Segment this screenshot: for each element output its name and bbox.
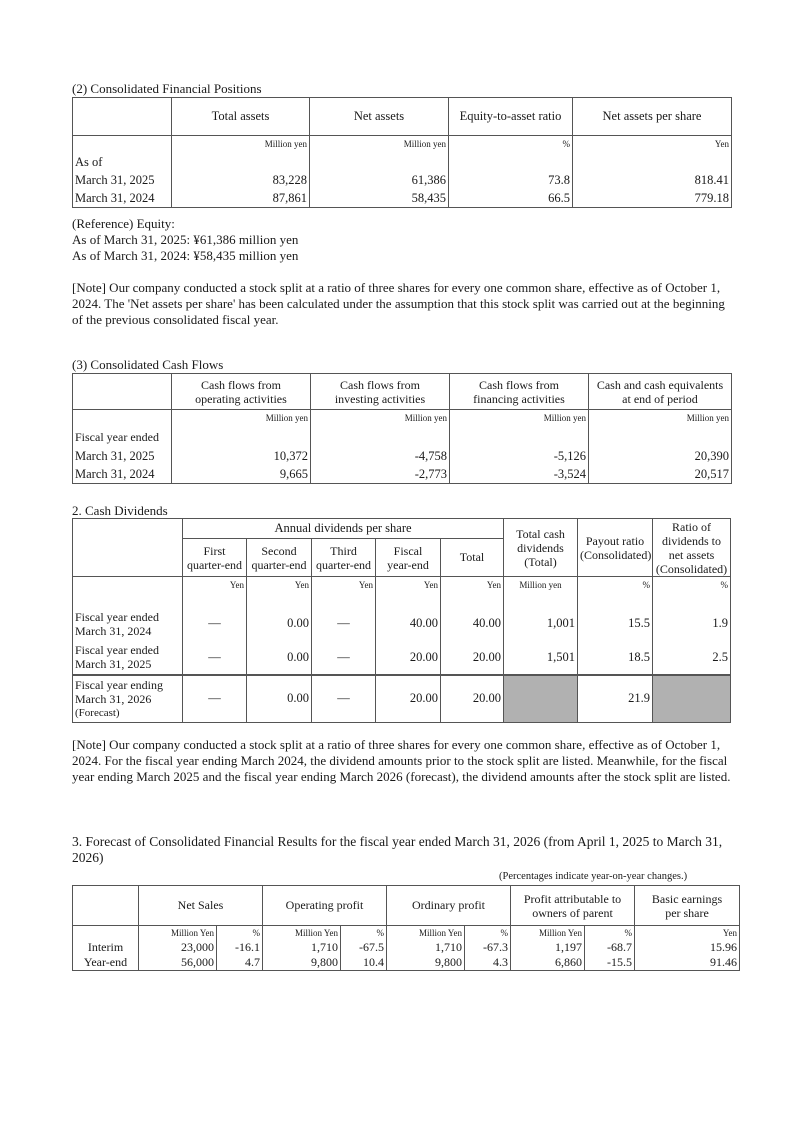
header-cash-equivalents: Cash and cash equivalents at end of period <box>589 374 732 410</box>
table-row <box>73 675 731 723</box>
value-cell: 0.00 <box>247 641 312 675</box>
value-cell: 2.5 <box>653 641 731 675</box>
row-label: March 31, 2025 <box>73 448 172 466</box>
header-second-quarter: Second quarter-end <box>247 539 312 577</box>
value-cell: 1,710 <box>387 940 465 955</box>
value-cell: -2,773 <box>311 466 450 484</box>
unit-label: Million Yen <box>387 926 465 940</box>
value-cell: 20.00 <box>441 675 504 723</box>
value-cell: 9,800 <box>387 955 465 971</box>
unit-label: Yen <box>247 577 312 607</box>
unit-label: % <box>653 577 731 607</box>
unit-label: Million Yen <box>511 926 585 940</box>
value-cell: 20.00 <box>376 641 441 675</box>
header-total-assets: Total assets <box>172 98 310 136</box>
unit-label: Million yen <box>504 577 578 607</box>
unit-label: % <box>585 926 635 940</box>
header-net-assets: Net assets <box>310 98 449 136</box>
unit-label: Yen <box>376 577 441 607</box>
value-cell: 20.00 <box>441 641 504 675</box>
table-row <box>73 448 732 466</box>
header-total-cash-dividends: Total cash dividends (Total) <box>504 519 578 577</box>
cash-flows-table <box>72 373 732 484</box>
value-cell: 40.00 <box>441 607 504 641</box>
corner-cell <box>73 886 139 926</box>
unit-label: Yen <box>573 136 732 154</box>
value-cell: -15.5 <box>585 955 635 971</box>
header-basic-eps: Basic earnings per share <box>635 886 740 926</box>
value-cell: 23,000 <box>139 940 217 955</box>
header-dividends-to-net-assets: Ratio of dividends to net assets (Consolidated) <box>653 519 731 577</box>
value-cell: 818.41 <box>573 172 732 190</box>
header-operating-profit: Operating profit <box>263 886 387 926</box>
value-cell: 779.18 <box>573 190 732 208</box>
unit-label: Yen <box>441 577 504 607</box>
grayed-cell <box>504 675 578 723</box>
forecast-title: 3. Forecast of Consolidated Financial Results for the fiscal year ended March 31, 2026 (from April 1, 2025 to March 31, 2026) <box>72 834 723 865</box>
value-cell: — <box>183 675 247 723</box>
header-third-quarter: Third quarter-end <box>312 539 376 577</box>
value-cell: 9,800 <box>263 955 341 971</box>
unit-label: Million yen <box>310 136 449 154</box>
corner-cell <box>73 374 172 410</box>
value-cell: 73.8 <box>449 172 573 190</box>
cash-flows-title: (3) Consolidated Cash Flows <box>72 357 224 372</box>
value-cell: 1,001 <box>504 607 578 641</box>
value-cell: 66.5 <box>449 190 573 208</box>
header-payout-ratio: Payout ratio (Consolidated) <box>578 519 653 577</box>
cash-dividends-title: 2. Cash Dividends <box>72 503 168 518</box>
header-ordinary-profit: Ordinary profit <box>387 886 511 926</box>
header-first-quarter: First quarter-end <box>183 539 247 577</box>
header-fiscal-year-end: Fiscal year-end <box>376 539 441 577</box>
value-cell: 4.7 <box>217 955 263 971</box>
value-cell: -3,524 <box>450 466 589 484</box>
row-label: March 31, 2025 <box>73 172 172 190</box>
value-cell: 15.5 <box>578 607 653 641</box>
header-profit-attributable: Profit attributable to owners of parent <box>511 886 635 926</box>
unit-label: % <box>217 926 263 940</box>
value-cell: -16.1 <box>217 940 263 955</box>
value-cell: 0.00 <box>247 675 312 723</box>
value-cell: 87,861 <box>172 190 310 208</box>
unit-label: % <box>578 577 653 607</box>
unit-label: % <box>465 926 511 940</box>
value-cell: 56,000 <box>139 955 217 971</box>
header-annual-dividends: Annual dividends per share <box>183 519 504 539</box>
unit-label: Million yen <box>450 410 589 428</box>
value-cell: 15.96 <box>635 940 740 955</box>
header-financing-cf: Cash flows from financing activities <box>450 374 589 410</box>
unit-label: Million yen <box>311 410 450 428</box>
row-group-label: As of <box>73 154 172 172</box>
reference-line: (Reference) Equity: <box>72 216 175 231</box>
corner-cell <box>73 98 172 136</box>
header-total: Total <box>441 539 504 577</box>
corner-cell <box>73 519 183 577</box>
value-cell: 1,710 <box>263 940 341 955</box>
unit-label: Million yen <box>589 410 732 428</box>
cash-dividends-note: [Note] Our company conducted a stock split at a ratio of three shares for every one common share, effective as of October 1, 2024. For the fiscal year ending March 2024, the dividend amounts prior to the stock split are listed. Meanwhile, for the fiscal year ending March 2025 and the fiscal year ending March 2026 (forecast), the dividend amounts after the stock split are listed. <box>72 737 731 784</box>
header-operating-cf: Cash flows from operating activities <box>172 374 311 410</box>
row-label: Fiscal year ending March 31, 2026 (Forecast) <box>73 675 183 723</box>
header-equity-ratio: Equity-to-asset ratio <box>449 98 573 136</box>
value-cell: 6,860 <box>511 955 585 971</box>
row-label: Fiscal year ended March 31, 2025 <box>73 641 183 675</box>
grayed-cell <box>653 675 731 723</box>
value-cell: -4,758 <box>311 448 450 466</box>
value-cell: 10.4 <box>341 955 387 971</box>
value-cell: — <box>312 675 376 723</box>
value-cell: 1,197 <box>511 940 585 955</box>
unit-label: Yen <box>183 577 247 607</box>
equity-reference <box>72 216 298 264</box>
value-cell: 0.00 <box>247 607 312 641</box>
header-net-assets-per-share: Net assets per share <box>573 98 732 136</box>
value-cell: -68.7 <box>585 940 635 955</box>
value-cell: — <box>183 641 247 675</box>
row-group-label: Fiscal year ended <box>73 428 172 448</box>
value-cell: -67.5 <box>341 940 387 955</box>
value-cell: 4.3 <box>465 955 511 971</box>
value-cell: 21.9 <box>578 675 653 723</box>
unit-label: % <box>449 136 573 154</box>
value-cell: -67.3 <box>465 940 511 955</box>
header-net-sales: Net Sales <box>139 886 263 926</box>
unit-label: % <box>341 926 387 940</box>
value-cell: 20,390 <box>589 448 732 466</box>
row-label: March 31, 2024 <box>73 466 172 484</box>
reference-line: As of March 31, 2024: ¥58,435 million yen <box>72 248 299 263</box>
forecast-table <box>72 885 740 971</box>
value-cell: 1,501 <box>504 641 578 675</box>
table-row <box>73 641 731 675</box>
row-label: Year-end <box>73 955 139 971</box>
unit-label: Million Yen <box>139 926 217 940</box>
reference-line: As of March 31, 2025: ¥61,386 million yen <box>72 232 299 247</box>
value-cell: — <box>312 607 376 641</box>
value-cell: 10,372 <box>172 448 311 466</box>
row-label: Fiscal year ended March 31, 2024 <box>73 607 183 641</box>
table-row <box>73 607 731 641</box>
label-cell <box>73 136 172 154</box>
unit-label: Million yen <box>172 410 311 428</box>
value-cell: — <box>312 641 376 675</box>
value-cell: 20,517 <box>589 466 732 484</box>
value-cell: 40.00 <box>376 607 441 641</box>
table-row <box>73 190 732 208</box>
forecast-caption: (Percentages indicate year-on-year changes.) <box>499 871 688 882</box>
unit-label: Yen <box>312 577 376 607</box>
value-cell: 1.9 <box>653 607 731 641</box>
table-row <box>73 172 732 190</box>
unit-label: Million yen <box>172 136 310 154</box>
value-cell: 83,228 <box>172 172 310 190</box>
table-row <box>73 466 732 484</box>
unit-label: Yen <box>635 926 740 940</box>
cash-dividends-table <box>72 518 731 723</box>
value-cell: -5,126 <box>450 448 589 466</box>
financial-positions-title: (2) Consolidated Financial Positions <box>72 81 262 96</box>
value-cell: 9,665 <box>172 466 311 484</box>
value-cell: 61,386 <box>310 172 449 190</box>
unit-label: Million Yen <box>263 926 341 940</box>
value-cell: — <box>183 607 247 641</box>
value-cell: 91.46 <box>635 955 740 971</box>
row-label: Interim <box>73 940 139 955</box>
financial-positions-note: [Note] Our company conducted a stock split at a ratio of three shares for every one common share, effective as of October 1, 2024. The 'Net assets per share' has been calculated under the assumption that this stock split was carried out at the beginning of the previous consolidated fiscal year. <box>72 280 725 327</box>
value-cell: 18.5 <box>578 641 653 675</box>
value-cell: 58,435 <box>310 190 449 208</box>
table-row <box>73 940 740 955</box>
header-investing-cf: Cash flows from investing activities <box>311 374 450 410</box>
financial-positions-table <box>72 97 732 208</box>
row-label: March 31, 2024 <box>73 190 172 208</box>
table-row <box>73 955 740 971</box>
value-cell: 20.00 <box>376 675 441 723</box>
